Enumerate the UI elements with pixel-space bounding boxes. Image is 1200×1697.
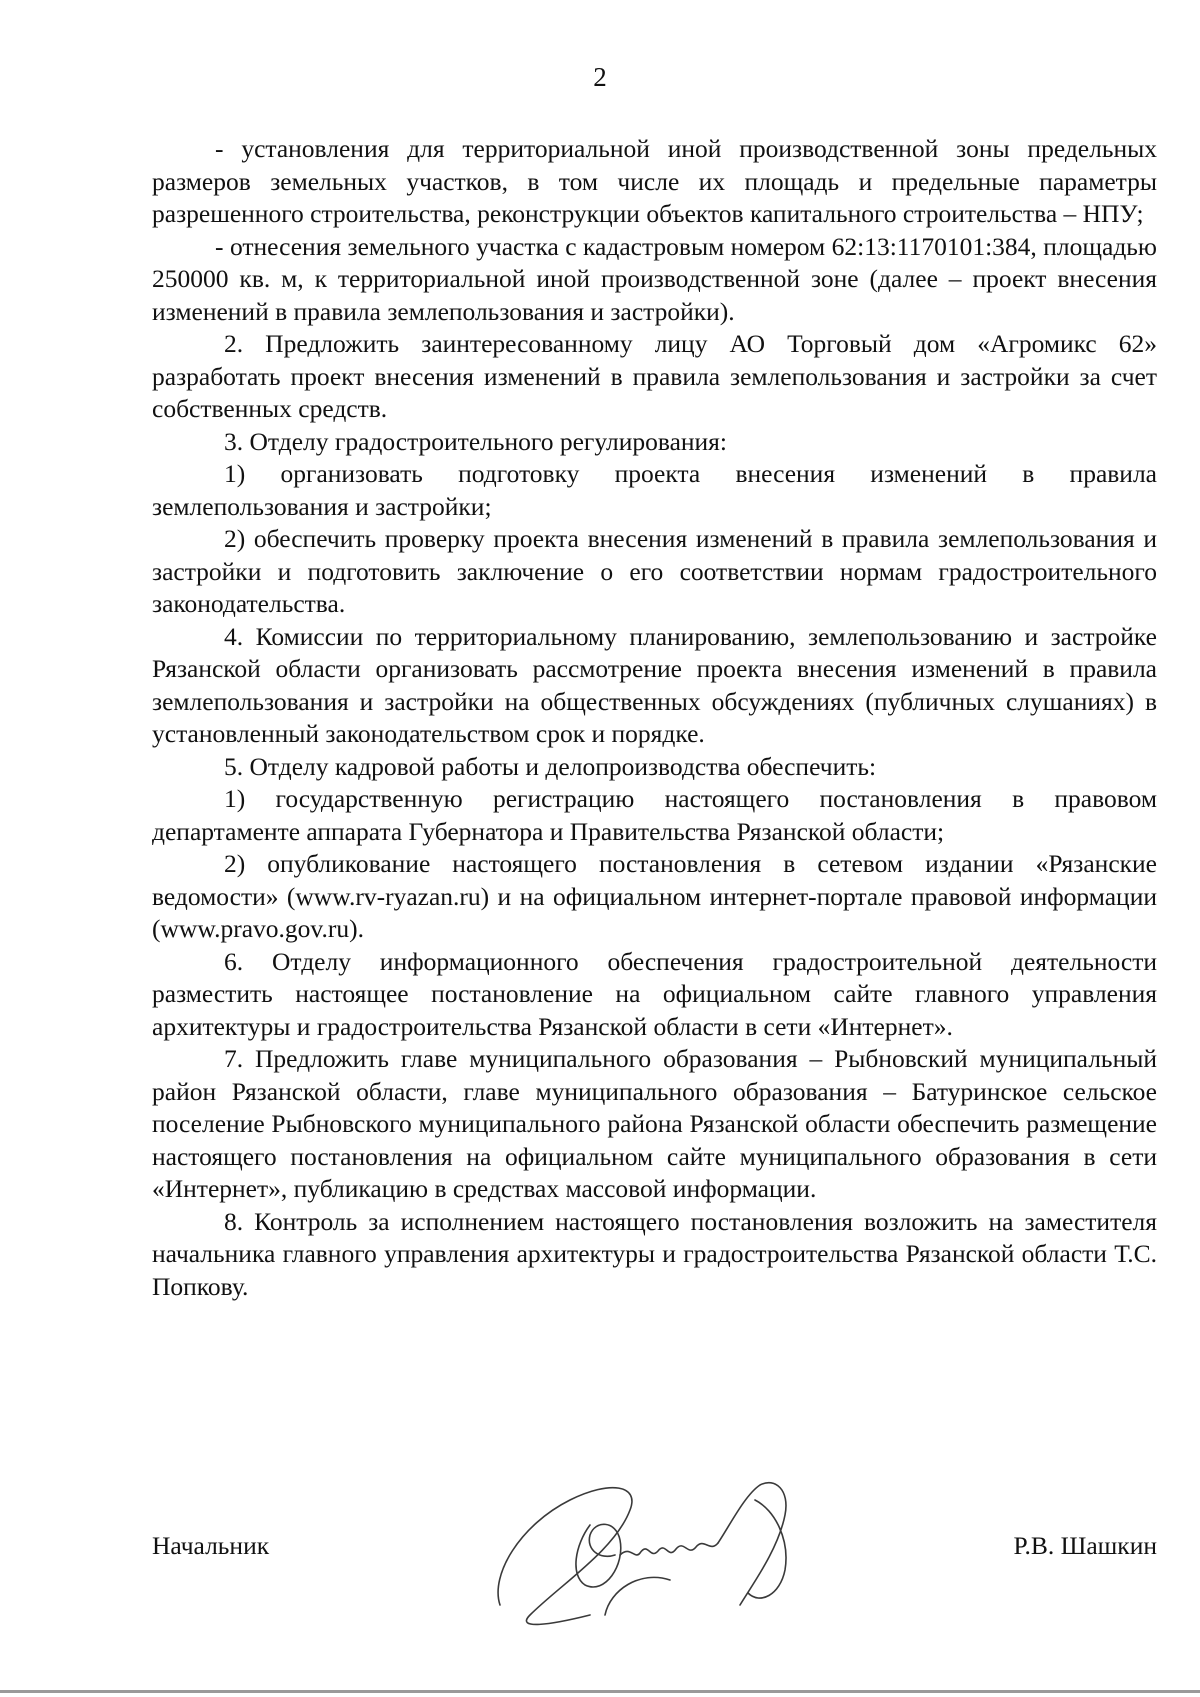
paragraph-item-2: 2. Предложить заинтересованному лицу АО Торговый дом «Агромикс 62» разработать проект внесения изменений в правила землепользования и застройки за счет собственных средств. (152, 329, 1157, 423)
paragraph-item-5: 5. Отделу кадровой работы и делопроизводства обеспечить: (224, 751, 877, 781)
paragraph-item-7: 7. Предложить главе муниципального образования – Рыбновский муниципальный район Рязанской области, главе муниципального образования – Батуринское сельское поселение Рыбновского муниципального района Рязанской области обеспечить размещение настоящего постановления на официальном сайте муниципального образования в сети «Интернет», публикацию в средствах массовой информации. (152, 1044, 1157, 1203)
paragraph-land-plot: - отнесения земельного участка с кадастровым номером 62:13:1170101:384, площадью 250000 кв. м, к территориальной иной производственной зоне (далее – проект внесения изменений в правила землепользования и застройки). (152, 231, 1157, 326)
signer-position: Начальник (152, 1531, 270, 1560)
handwritten-signature (490, 1465, 850, 1635)
paragraph-item-4: 4. Комиссии по территориальному планированию, землепользованию и застройке Рязанской области организовать рассмотрение проекта внесения изменений в правила землепользования и застройки на общественных обсуждениях (публичных слушаниях) в установленный законодательством срок и порядке. (152, 621, 1157, 748)
page-number: 2 (593, 62, 607, 92)
paragraph-item-6: 6. Отделу информационного обеспечения градостроительной деятельности разместить настоящее постановление на официальном сайте главного управления архитектуры и градостроительства Рязанской области в сети «Интернет». (152, 946, 1157, 1041)
paragraph-item-8: 8. Контроль за исполнением настоящего постановления возложить на заместителя начальника главного управления архитектуры и градостроительства Рязанской области Т.С. Попкову. (152, 1206, 1157, 1301)
paragraph-npu-limits: - установления для территориальной иной производственной зоны предельных размеров земельных участков, в том числе их площадь и предельные параметры разрешенного строительства, реконструкции объектов капитального строительства – НПУ; (152, 134, 1157, 228)
paragraph-item-3-2: 2) обеспечить проверку проекта внесения изменений в правила землепользования и застройки и подготовить заключение о его соответствии нормам градостроительного законодательства. (152, 524, 1157, 618)
page-bottom-divider (0, 1690, 1200, 1693)
paragraph-item-3-1: 1) организовать подготовку проекта внесения изменений в правила землепользования и застройки; (152, 459, 1157, 521)
paragraph-item-5-1: 1) государственную регистрацию настоящего постановления в правовом департаменте аппарата Губернатора и Правительства Рязанской области; (152, 784, 1157, 846)
paragraph-item-3: 3. Отделу градостроительного регулирования: (224, 426, 727, 456)
signer-name: Р.В. Шашкин (1013, 1531, 1157, 1560)
document-body (152, 133, 1157, 1303)
paragraph-item-5-2: 2) опубликование настоящего постановления в сетевом издании «Рязанские ведомости» (www.rv-ryazan.ru) и на официальном интернет-портале правовой информации (www.pravo.gov.ru). (152, 849, 1157, 943)
